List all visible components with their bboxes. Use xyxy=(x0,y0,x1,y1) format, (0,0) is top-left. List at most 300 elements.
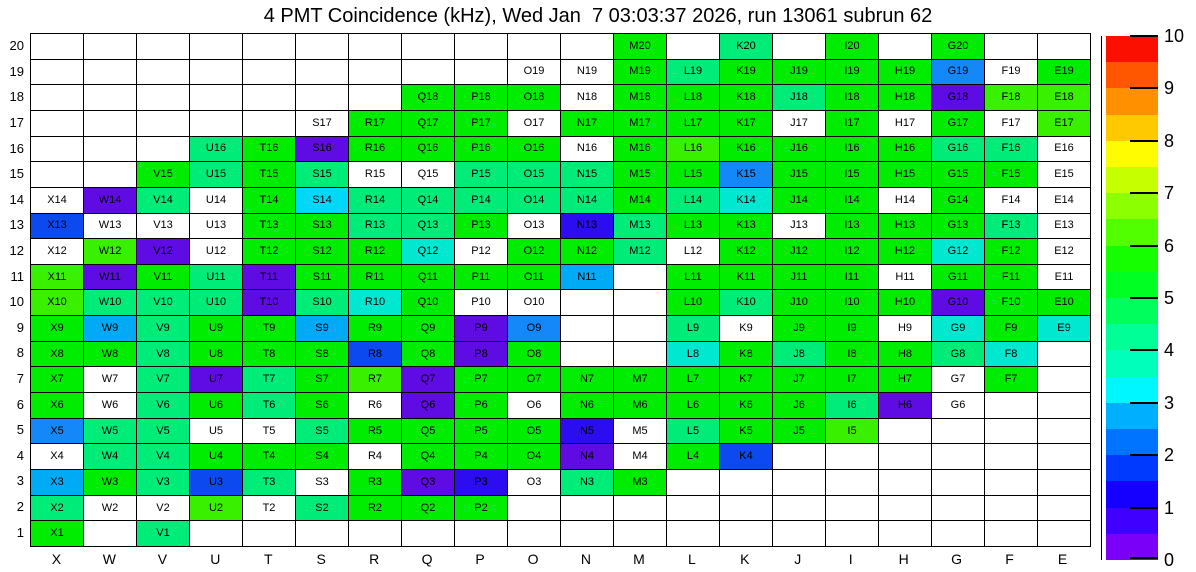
y-axis-tick-10: 10 xyxy=(9,294,24,310)
colorbar-tick xyxy=(1130,507,1158,509)
heatmap-cell-V8: V8 xyxy=(137,342,189,367)
heatmap-cell-U7: U7 xyxy=(190,367,242,392)
heatmap-empty-cell xyxy=(190,60,242,85)
colorbar-band xyxy=(1106,298,1158,324)
heatmap-cell-V13: V13 xyxy=(137,214,189,239)
heatmap-empty-cell xyxy=(190,111,242,136)
heatmap-cell-X11: X11 xyxy=(31,265,83,290)
colorbar-tick-label-1: 1 xyxy=(1164,497,1175,518)
heatmap-empty-cell xyxy=(985,34,1037,59)
y-axis-tick-5: 5 xyxy=(16,422,24,438)
heatmap-empty-cell xyxy=(667,496,719,521)
heatmap-cell-O8: O8 xyxy=(508,342,560,367)
heatmap-empty-cell xyxy=(985,496,1037,521)
heatmap-cell-E14: E14 xyxy=(1038,188,1090,213)
x-axis-tick-M: M xyxy=(633,551,645,567)
heatmap-empty-cell xyxy=(826,496,878,521)
heatmap-cell-I18: I18 xyxy=(826,85,878,110)
heatmap-empty-cell xyxy=(84,85,136,110)
heatmap-cell-E19: E19 xyxy=(1038,60,1090,85)
heatmap-cell-G7: G7 xyxy=(932,367,984,392)
heatmap-cell-H15: H15 xyxy=(879,162,931,187)
heatmap-empty-cell xyxy=(667,470,719,495)
heatmap-cell-Q7: Q7 xyxy=(402,367,454,392)
y-axis-tick-8: 8 xyxy=(16,345,24,361)
heatmap-cell-N15: N15 xyxy=(561,162,613,187)
heatmap-empty-cell xyxy=(137,34,189,59)
heatmap-cell-F7: F7 xyxy=(985,367,1037,392)
colorbar-band xyxy=(1106,508,1158,534)
heatmap-cell-R15: R15 xyxy=(349,162,401,187)
heatmap-cell-K18: K18 xyxy=(720,85,772,110)
heatmap-cell-O15: O15 xyxy=(508,162,560,187)
heatmap-cell-U5: U5 xyxy=(190,419,242,444)
heatmap-cell-M5: M5 xyxy=(614,419,666,444)
heatmap-cell-S14: S14 xyxy=(296,188,348,213)
heatmap-cell-L8: L8 xyxy=(667,342,719,367)
heatmap-cell-L10: L10 xyxy=(667,290,719,315)
heatmap-cell-U14: U14 xyxy=(190,188,242,213)
heatmap-cell-K20: K20 xyxy=(720,34,772,59)
heatmap-cell-F9: F9 xyxy=(985,316,1037,341)
colorbar-band xyxy=(1106,324,1158,350)
heatmap-cell-Q2: Q2 xyxy=(402,496,454,521)
colorbar-tick-label-3: 3 xyxy=(1164,392,1175,413)
heatmap-cell-Q12: Q12 xyxy=(402,239,454,264)
heatmap-cell-X12: X12 xyxy=(31,239,83,264)
heatmap-cell-N7: N7 xyxy=(561,367,613,392)
heatmap-cell-R8: R8 xyxy=(349,342,401,367)
heatmap-cell-N14: N14 xyxy=(561,188,613,213)
heatmap-cell-I12: I12 xyxy=(826,239,878,264)
heatmap-cell-S16: S16 xyxy=(296,137,348,162)
heatmap-cell-S7: S7 xyxy=(296,367,348,392)
heatmap-cell-P10: P10 xyxy=(455,290,507,315)
x-axis-tick-U: U xyxy=(210,551,221,567)
heatmap-cell-U4: U4 xyxy=(190,444,242,469)
heatmap-cell-Q18: Q18 xyxy=(402,85,454,110)
heatmap-cell-N3: N3 xyxy=(561,470,613,495)
heatmap-empty-cell xyxy=(1038,521,1090,546)
heatmap-empty-cell xyxy=(349,85,401,110)
colorbar-band xyxy=(1106,246,1158,272)
heatmap-cell-W8: W8 xyxy=(84,342,136,367)
heatmap-empty-cell xyxy=(932,470,984,495)
heatmap-cell-W7: W7 xyxy=(84,367,136,392)
heatmap-cell-J7: J7 xyxy=(773,367,825,392)
heatmap-empty-cell xyxy=(1038,470,1090,495)
heatmap-empty-cell xyxy=(190,521,242,546)
colorbar-band xyxy=(1106,88,1158,114)
heatmap-cell-X3: X3 xyxy=(31,470,83,495)
heatmap-cell-U9: U9 xyxy=(190,316,242,341)
heatmap-cell-S6: S6 xyxy=(296,393,348,418)
colorbar-band xyxy=(1106,272,1158,298)
x-axis xyxy=(30,550,1089,568)
heatmap-cell-P8: P8 xyxy=(455,342,507,367)
heatmap-empty-cell xyxy=(84,60,136,85)
heatmap-cell-X5: X5 xyxy=(31,419,83,444)
heatmap-empty-cell xyxy=(932,419,984,444)
x-axis-tick-T: T xyxy=(263,551,273,567)
y-axis-tick-7: 7 xyxy=(16,371,24,387)
heatmap-cell-S12: S12 xyxy=(296,239,348,264)
heatmap-empty-cell xyxy=(1038,367,1090,392)
heatmap-empty-cell xyxy=(349,60,401,85)
heatmap-empty-cell xyxy=(1038,393,1090,418)
colorbar-band xyxy=(1106,219,1158,245)
heatmap-cell-H7: H7 xyxy=(879,367,931,392)
heatmap-cell-I5: I5 xyxy=(826,419,878,444)
heatmap-cell-O11: O11 xyxy=(508,265,560,290)
heatmap-empty-cell xyxy=(243,111,295,136)
heatmap-empty-cell xyxy=(455,60,507,85)
heatmap-cell-N16: N16 xyxy=(561,137,613,162)
heatmap-cell-Q6: Q6 xyxy=(402,393,454,418)
heatmap-empty-cell xyxy=(455,521,507,546)
heatmap-cell-T8: T8 xyxy=(243,342,295,367)
heatmap-empty-cell xyxy=(243,85,295,110)
heatmap-cell-P7: P7 xyxy=(455,367,507,392)
heatmap-cell-S10: S10 xyxy=(296,290,348,315)
heatmap-empty-cell xyxy=(31,162,83,187)
heatmap-empty-cell xyxy=(84,162,136,187)
heatmap-cell-F18: F18 xyxy=(985,85,1037,110)
colorbar-band xyxy=(1106,115,1158,141)
heatmap-cell-Q4: Q4 xyxy=(402,444,454,469)
heatmap-empty-cell xyxy=(614,290,666,315)
heatmap-cell-F11: F11 xyxy=(985,265,1037,290)
heatmap-cell-K19: K19 xyxy=(720,60,772,85)
heatmap-empty-cell xyxy=(1038,419,1090,444)
heatmap-cell-W11: W11 xyxy=(84,265,136,290)
heatmap-cell-N17: N17 xyxy=(561,111,613,136)
colorbar-tick-label-10: 10 xyxy=(1164,26,1185,46)
heatmap-cell-R5: R5 xyxy=(349,419,401,444)
heatmap-cell-O13: O13 xyxy=(508,214,560,239)
heatmap-cell-U6: U6 xyxy=(190,393,242,418)
heatmap-cell-M16: M16 xyxy=(614,137,666,162)
heatmap-cell-P9: P9 xyxy=(455,316,507,341)
heatmap-cell-R11: R11 xyxy=(349,265,401,290)
heatmap-cell-E11: E11 xyxy=(1038,265,1090,290)
heatmap-cell-U2: U2 xyxy=(190,496,242,521)
heatmap-cell-Q10: Q10 xyxy=(402,290,454,315)
heatmap-cell-X10: X10 xyxy=(31,290,83,315)
heatmap-cell-O14: O14 xyxy=(508,188,560,213)
heatmap-cell-O9: O9 xyxy=(508,316,560,341)
heatmap-cell-L17: L17 xyxy=(667,111,719,136)
heatmap-empty-cell xyxy=(455,34,507,59)
heatmap-empty-cell xyxy=(879,419,931,444)
heatmap-empty-cell xyxy=(985,521,1037,546)
colorbar-band xyxy=(1106,403,1158,429)
colorbar-tick-label-2: 2 xyxy=(1164,445,1175,466)
heatmap-empty-cell xyxy=(243,34,295,59)
colorbar-tick xyxy=(1130,35,1158,37)
heatmap-cell-O4: O4 xyxy=(508,444,560,469)
heatmap-cell-I6: I6 xyxy=(826,393,878,418)
heatmap-cell-U8: U8 xyxy=(190,342,242,367)
heatmap-empty-cell xyxy=(137,137,189,162)
x-axis-tick-W: W xyxy=(102,551,117,567)
heatmap-cell-U16: U16 xyxy=(190,137,242,162)
heatmap-cell-S9: S9 xyxy=(296,316,348,341)
heatmap-cell-H8: H8 xyxy=(879,342,931,367)
colorbar-band xyxy=(1106,62,1158,88)
heatmap-cell-M15: M15 xyxy=(614,162,666,187)
heatmap-cell-I7: I7 xyxy=(826,367,878,392)
heatmap-cell-V11: V11 xyxy=(137,265,189,290)
heatmap-cell-L9: L9 xyxy=(667,316,719,341)
heatmap-cell-W10: W10 xyxy=(84,290,136,315)
heatmap-cell-R9: R9 xyxy=(349,316,401,341)
heatmap-empty-cell xyxy=(508,496,560,521)
heatmap-cell-J10: J10 xyxy=(773,290,825,315)
heatmap-empty-cell xyxy=(614,316,666,341)
heatmap-empty-cell xyxy=(720,496,772,521)
heatmap-cell-I8: I8 xyxy=(826,342,878,367)
heatmap-cell-G19: G19 xyxy=(932,60,984,85)
heatmap-empty-cell xyxy=(879,444,931,469)
heatmap-empty-cell xyxy=(561,316,613,341)
heatmap-cell-R3: R3 xyxy=(349,470,401,495)
heatmap-empty-cell xyxy=(349,521,401,546)
heatmap-cell-L13: L13 xyxy=(667,214,719,239)
y-axis-tick-16: 16 xyxy=(9,140,24,156)
heatmap-cell-J9: J9 xyxy=(773,316,825,341)
heatmap-cell-X13: X13 xyxy=(31,214,83,239)
heatmap-empty-cell xyxy=(508,34,560,59)
heatmap-cell-F19: F19 xyxy=(985,60,1037,85)
y-axis-tick-9: 9 xyxy=(16,319,24,335)
heatmap-empty-cell xyxy=(137,60,189,85)
heatmap-cell-P5: P5 xyxy=(455,419,507,444)
heatmap-cell-I11: I11 xyxy=(826,265,878,290)
heatmap-cell-L16: L16 xyxy=(667,137,719,162)
heatmap-cell-U10: U10 xyxy=(190,290,242,315)
x-axis-tick-L: L xyxy=(687,551,696,567)
heatmap-cell-P16: P16 xyxy=(455,137,507,162)
heatmap-cell-K11: K11 xyxy=(720,265,772,290)
heatmap-cell-W13: W13 xyxy=(84,214,136,239)
heatmap-cell-O6: O6 xyxy=(508,393,560,418)
heatmap-cell-X2: X2 xyxy=(31,496,83,521)
heatmap-cell-W4: W4 xyxy=(84,444,136,469)
heatmap-cell-S3: S3 xyxy=(296,470,348,495)
colorbar-band xyxy=(1106,193,1158,219)
x-axis-tick-R: R xyxy=(369,551,380,567)
heatmap-cell-F8: F8 xyxy=(985,342,1037,367)
colorbar-band xyxy=(1106,167,1158,193)
heatmap-cell-X1: X1 xyxy=(31,521,83,546)
heatmap-cell-J15: J15 xyxy=(773,162,825,187)
heatmap-cell-P4: P4 xyxy=(455,444,507,469)
heatmap-empty-cell xyxy=(932,521,984,546)
heatmap-empty-cell xyxy=(31,34,83,59)
heatmap-cell-L12: L12 xyxy=(667,239,719,264)
heatmap-cell-H18: H18 xyxy=(879,85,931,110)
heatmap-cell-M18: M18 xyxy=(614,85,666,110)
heatmap-cell-I10: I10 xyxy=(826,290,878,315)
heatmap-cell-K8: K8 xyxy=(720,342,772,367)
x-axis-tick-S: S xyxy=(316,551,326,567)
heatmap-cell-M12: M12 xyxy=(614,239,666,264)
heatmap-cell-N6: N6 xyxy=(561,393,613,418)
heatmap-cell-N11: N11 xyxy=(561,265,613,290)
heatmap-cell-W6: W6 xyxy=(84,393,136,418)
heatmap-cell-V2: V2 xyxy=(137,496,189,521)
heatmap-cell-M7: M7 xyxy=(614,367,666,392)
heatmap-cell-H16: H16 xyxy=(879,137,931,162)
heatmap-empty-cell xyxy=(561,290,613,315)
heatmap-cell-O12: O12 xyxy=(508,239,560,264)
colorbar-band xyxy=(1106,455,1158,481)
heatmap-cell-V7: V7 xyxy=(137,367,189,392)
heatmap-cell-E13: E13 xyxy=(1038,214,1090,239)
heatmap-empty-cell xyxy=(31,111,83,136)
heatmap-empty-cell xyxy=(561,342,613,367)
heatmap-cell-P15: P15 xyxy=(455,162,507,187)
heatmap-empty-cell xyxy=(190,85,242,110)
heatmap-cell-P12: P12 xyxy=(455,239,507,264)
heatmap-cell-L7: L7 xyxy=(667,367,719,392)
heatmap-cell-K17: K17 xyxy=(720,111,772,136)
heatmap-cell-Q11: Q11 xyxy=(402,265,454,290)
heatmap-cell-I14: I14 xyxy=(826,188,878,213)
colorbar-band xyxy=(1106,141,1158,167)
heatmap-cell-W3: W3 xyxy=(84,470,136,495)
heatmap-cell-R2: R2 xyxy=(349,496,401,521)
heatmap-empty-cell xyxy=(932,496,984,521)
heatmap-cell-K12: K12 xyxy=(720,239,772,264)
x-axis-tick-N: N xyxy=(580,551,592,567)
heatmap-empty-cell xyxy=(137,85,189,110)
heatmap-cell-U3: U3 xyxy=(190,470,242,495)
heatmap-cell-T9: T9 xyxy=(243,316,295,341)
heatmap-cell-U15: U15 xyxy=(190,162,242,187)
heatmap-cell-F15: F15 xyxy=(985,162,1037,187)
heatmap-empty-cell xyxy=(84,111,136,136)
heatmap-cell-V4: V4 xyxy=(137,444,189,469)
heatmap-cell-G16: G16 xyxy=(932,137,984,162)
heatmap-empty-cell xyxy=(1038,342,1090,367)
heatmap-cell-P13: P13 xyxy=(455,214,507,239)
x-axis-tick-G: G xyxy=(951,551,963,567)
heatmap-empty-cell xyxy=(402,60,454,85)
heatmap-empty-cell xyxy=(31,60,83,85)
heatmap-cell-W5: W5 xyxy=(84,419,136,444)
heatmap-empty-cell xyxy=(296,85,348,110)
x-axis-tick-X: X xyxy=(51,551,62,567)
heatmap-cell-T7: T7 xyxy=(243,367,295,392)
x-axis-tick-Q: Q xyxy=(421,551,433,567)
heatmap-cell-K15: K15 xyxy=(720,162,772,187)
heatmap-empty-cell xyxy=(826,444,878,469)
heatmap-empty-cell xyxy=(773,496,825,521)
colorbar-tick-label-0: 0 xyxy=(1164,550,1175,570)
heatmap-cell-L6: L6 xyxy=(667,393,719,418)
heatmap-cell-G11: G11 xyxy=(932,265,984,290)
heatmap-cell-X6: X6 xyxy=(31,393,83,418)
heatmap-empty-cell xyxy=(985,470,1037,495)
heatmap-cell-V3: V3 xyxy=(137,470,189,495)
heatmap-cell-N4: N4 xyxy=(561,444,613,469)
colorbar-tick-label-9: 9 xyxy=(1164,78,1175,99)
heatmap-cell-U12: U12 xyxy=(190,239,242,264)
heatmap-empty-cell xyxy=(296,60,348,85)
heatmap-cell-J17: J17 xyxy=(773,111,825,136)
heatmap-cell-Q9: Q9 xyxy=(402,316,454,341)
heatmap-cell-G12: G12 xyxy=(932,239,984,264)
heatmap-cell-V15: V15 xyxy=(137,162,189,187)
heatmap-empty-cell xyxy=(31,137,83,162)
heatmap-cell-V5: V5 xyxy=(137,419,189,444)
heatmap-cell-I16: I16 xyxy=(826,137,878,162)
heatmap-empty-cell xyxy=(137,111,189,136)
heatmap-empty-cell xyxy=(614,265,666,290)
heatmap-empty-cell xyxy=(773,470,825,495)
colorbar-band xyxy=(1106,36,1158,62)
chart-title: 4 PMT Coincidence (kHz), Wed Jan 7 03:03:37 2026, run 13061 subrun 62 xyxy=(263,5,933,27)
heatmap-cell-M14: M14 xyxy=(614,188,666,213)
heatmap-empty-cell xyxy=(826,470,878,495)
heatmap-cell-V10: V10 xyxy=(137,290,189,315)
heatmap-cell-U13: U13 xyxy=(190,214,242,239)
heatmap-cell-L19: L19 xyxy=(667,60,719,85)
heatmap-cell-M13: M13 xyxy=(614,214,666,239)
heatmap-cell-W2: W2 xyxy=(84,496,136,521)
heatmap-cell-R16: R16 xyxy=(349,137,401,162)
heatmap-empty-cell xyxy=(720,470,772,495)
heatmap-empty-cell xyxy=(879,34,931,59)
heatmap-cell-S2: S2 xyxy=(296,496,348,521)
heatmap-cell-H14: H14 xyxy=(879,188,931,213)
heatmap-cell-T14: T14 xyxy=(243,188,295,213)
heatmap-cell-G6: G6 xyxy=(932,393,984,418)
heatmap-cell-I15: I15 xyxy=(826,162,878,187)
heatmap-cell-N5: N5 xyxy=(561,419,613,444)
colorbar-band xyxy=(1106,481,1158,507)
heatmap-empty-cell xyxy=(614,342,666,367)
heatmap-cell-H11: H11 xyxy=(879,265,931,290)
heatmap-empty-cell xyxy=(773,444,825,469)
heatmap-empty-cell xyxy=(84,34,136,59)
heatmap-cell-I13: I13 xyxy=(826,214,878,239)
heatmap-cell-E17: E17 xyxy=(1038,111,1090,136)
heatmap-empty-cell xyxy=(508,521,560,546)
heatmap-cell-S15: S15 xyxy=(296,162,348,187)
heatmap-empty-cell xyxy=(402,34,454,59)
heatmap-empty-cell xyxy=(879,496,931,521)
heatmap-empty-cell xyxy=(879,470,931,495)
heatmap-cell-E18: E18 xyxy=(1038,85,1090,110)
x-axis-tick-P: P xyxy=(475,551,485,567)
heatmap-cell-F14: F14 xyxy=(985,188,1037,213)
heatmap-cell-S13: S13 xyxy=(296,214,348,239)
colorbar-tick-label-5: 5 xyxy=(1164,288,1175,308)
heatmap-cell-H6: H6 xyxy=(879,393,931,418)
heatmap-cell-E16: E16 xyxy=(1038,137,1090,162)
y-axis-tick-2: 2 xyxy=(16,499,24,515)
heatmap-cell-F12: F12 xyxy=(985,239,1037,264)
heatmap-empty-cell xyxy=(190,34,242,59)
heatmap-cell-J19: J19 xyxy=(773,60,825,85)
heatmap-cell-T11: T11 xyxy=(243,265,295,290)
heatmap-empty-cell xyxy=(985,393,1037,418)
heatmap-cell-L14: L14 xyxy=(667,188,719,213)
heatmap-cell-G17: G17 xyxy=(932,111,984,136)
